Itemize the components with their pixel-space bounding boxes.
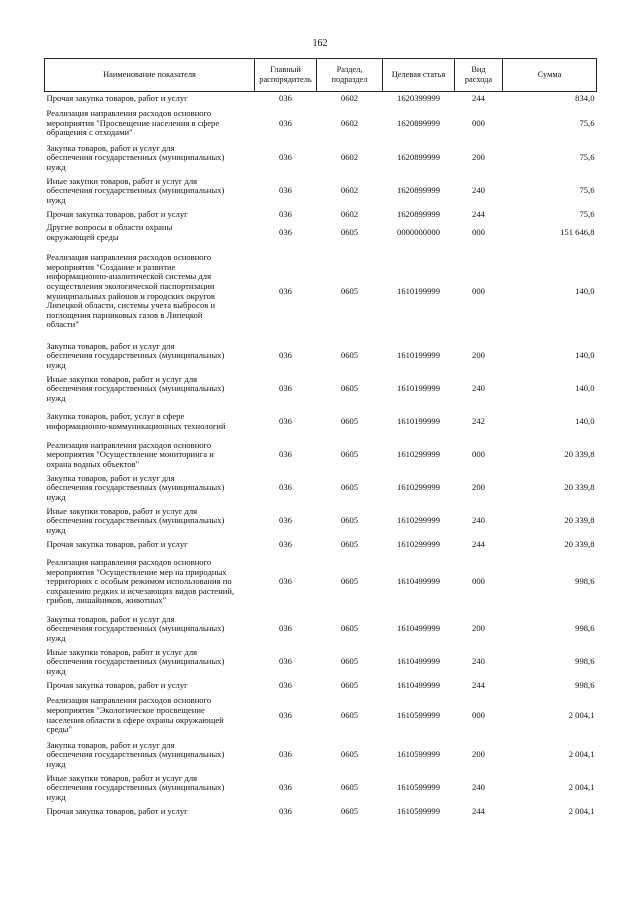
cell-rz: 0605 bbox=[340, 350, 359, 361]
cell-gl: 036 bbox=[279, 805, 292, 816]
cell-ts: 1610499999 bbox=[397, 576, 440, 587]
cell-sum: 834,0 bbox=[575, 92, 595, 103]
cell-ts: 1620399999 bbox=[397, 92, 440, 103]
cell-ts: 1610199999 bbox=[397, 383, 440, 394]
cell-sum: 20 339,8 bbox=[564, 538, 595, 549]
cell-gl: 036 bbox=[279, 152, 292, 163]
table-row bbox=[45, 340, 597, 373]
table-row bbox=[45, 406, 597, 439]
table-row bbox=[45, 739, 597, 772]
cell-rz: 0605 bbox=[340, 515, 359, 526]
cell-vr: 200 bbox=[472, 152, 485, 163]
cell-rz: 0605 bbox=[340, 538, 359, 549]
cell-gl: 036 bbox=[279, 117, 292, 128]
cell-name: Закупка товаров, работ и услуг для обеспечения государственных (муниципальных) нужд bbox=[46, 472, 225, 502]
cell-rz: 0605 bbox=[340, 383, 359, 394]
table-row bbox=[45, 244, 597, 340]
cell-rz: 0605 bbox=[340, 285, 359, 296]
table-row bbox=[45, 208, 597, 222]
page-number: 162 bbox=[312, 38, 328, 49]
table-header-row bbox=[45, 59, 597, 92]
cell-vr: 000 bbox=[472, 576, 485, 587]
cell-ts: 1610499999 bbox=[397, 623, 440, 634]
cell-gl: 036 bbox=[279, 208, 292, 219]
cell-sum: 20 339,8 bbox=[564, 515, 595, 526]
table-row bbox=[45, 538, 597, 552]
cell-sum: 75,6 bbox=[579, 208, 595, 219]
cell-name: Иные закупки товаров, работ и услуг для обеспечения государственных (муниципальных) нужд bbox=[46, 373, 225, 403]
cell-rz: 0602 bbox=[340, 92, 359, 103]
table-row bbox=[45, 772, 597, 805]
cell-gl: 036 bbox=[279, 623, 292, 634]
budget-table bbox=[44, 58, 597, 819]
cell-sum: 20 339,8 bbox=[564, 449, 595, 460]
cell-ts: 1610199999 bbox=[397, 416, 440, 427]
cell-gl: 036 bbox=[279, 538, 292, 549]
cell-rz: 0602 bbox=[340, 185, 359, 196]
cell-name: Реализация направления расходов основного мероприятия "Создание и развитие информационно-аналитической системы для осуществления экологической паспортизации муниципальных районов и городских округов Липецкой области, системы учета выбросов и поглощения парниковых газов в Липецкой области" bbox=[46, 252, 216, 330]
cell-sum: 140,0 bbox=[575, 285, 595, 296]
cell-rz: 0605 bbox=[340, 709, 359, 720]
cell-sum: 140,0 bbox=[575, 416, 595, 427]
cell-gl: 036 bbox=[279, 656, 292, 667]
table-row bbox=[45, 552, 597, 613]
cell-gl: 036 bbox=[279, 709, 292, 720]
cell-rz: 0605 bbox=[340, 482, 359, 493]
cell-name: Прочая закупка товаров, работ и услуг bbox=[46, 679, 188, 690]
cell-rz: 0605 bbox=[340, 749, 359, 760]
cell-ts: 1610499999 bbox=[397, 679, 440, 690]
header-target: Целевая статья bbox=[383, 59, 455, 92]
cell-gl: 036 bbox=[279, 383, 292, 394]
table-row bbox=[45, 679, 597, 693]
cell-sum: 140,0 bbox=[575, 383, 595, 394]
cell-sum: 151 646,8 bbox=[560, 226, 595, 237]
cell-rz: 0605 bbox=[340, 226, 359, 237]
cell-vr: 000 bbox=[472, 709, 485, 720]
cell-rz: 0605 bbox=[340, 416, 359, 427]
cell-ts: 1620899999 bbox=[397, 152, 440, 163]
cell-vr: 244 bbox=[472, 679, 485, 690]
cell-vr: 200 bbox=[472, 623, 485, 634]
cell-ts: 1610299999 bbox=[397, 515, 440, 526]
cell-ts: 1610599999 bbox=[397, 749, 440, 760]
cell-name: Прочая закупка товаров, работ и услуг bbox=[46, 805, 188, 816]
cell-ts: 1620899999 bbox=[397, 117, 440, 128]
cell-vr: 242 bbox=[472, 416, 485, 427]
cell-rz: 0602 bbox=[340, 152, 359, 163]
cell-ts: 1610199999 bbox=[397, 350, 440, 361]
cell-gl: 036 bbox=[279, 679, 292, 690]
cell-name: Прочая закупка товаров, работ и услуг bbox=[46, 208, 188, 219]
table-row bbox=[45, 439, 597, 472]
cell-vr: 240 bbox=[472, 383, 485, 394]
cell-name: Закупка товаров, работ и услуг для обеспечения государственных (муниципальных) нужд bbox=[46, 340, 225, 370]
cell-name: Иные закупки товаров, работ и услуг для обеспечения государственных (муниципальных) нужд bbox=[46, 646, 225, 676]
table-row bbox=[45, 106, 597, 142]
cell-name: Закупка товаров, работ и услуг для обеспечения государственных (муниципальных) нужд bbox=[46, 142, 225, 172]
cell-vr: 240 bbox=[472, 185, 485, 196]
cell-ts: 1610299999 bbox=[397, 449, 440, 460]
cell-sum: 2 004,1 bbox=[568, 709, 595, 720]
cell-gl: 036 bbox=[279, 226, 292, 237]
cell-vr: 244 bbox=[472, 208, 485, 219]
cell-name: Закупка товаров, работ, услуг в сфере информационно-коммуникационных технологий bbox=[46, 411, 226, 431]
cell-vr: 244 bbox=[472, 538, 485, 549]
table-row bbox=[45, 92, 597, 106]
cell-sum: 75,6 bbox=[579, 152, 595, 163]
cell-sum: 2 004,1 bbox=[568, 805, 595, 816]
header-main-manager: Главный распорядитель bbox=[255, 59, 317, 92]
cell-vr: 000 bbox=[472, 226, 485, 237]
cell-sum: 75,6 bbox=[579, 117, 595, 128]
cell-sum: 75,6 bbox=[579, 185, 595, 196]
cell-ts: 0000000000 bbox=[397, 226, 440, 237]
cell-gl: 036 bbox=[279, 92, 292, 103]
cell-rz: 0605 bbox=[340, 576, 359, 587]
cell-ts: 1610299999 bbox=[397, 538, 440, 549]
cell-gl: 036 bbox=[279, 416, 292, 427]
cell-name: Иные закупки товаров, работ и услуг для обеспечения государственных (муниципальных) нужд bbox=[46, 772, 225, 802]
cell-sum: 20 339,8 bbox=[564, 482, 595, 493]
cell-name: Закупка товаров, работ и услуг для обеспечения государственных (муниципальных) нужд bbox=[46, 739, 225, 769]
cell-vr: 240 bbox=[472, 515, 485, 526]
cell-vr: 244 bbox=[472, 805, 485, 816]
table-row bbox=[45, 646, 597, 679]
cell-name: Закупка товаров, работ и услуг для обеспечения государственных (муниципальных) нужд bbox=[46, 613, 225, 643]
cell-vr: 000 bbox=[472, 449, 485, 460]
table-row bbox=[45, 373, 597, 406]
cell-name: Другие вопросы в области охраны окружающей среды bbox=[46, 221, 173, 242]
cell-sum: 2 004,1 bbox=[568, 749, 595, 760]
cell-name: Реализация направления расходов основного мероприятия "Просвещение населения в сфере обращения с отходами" bbox=[46, 108, 220, 138]
table-row bbox=[45, 175, 597, 208]
cell-name: Иные закупки товаров, работ и услуг для обеспечения государственных (муниципальных) нужд bbox=[46, 175, 225, 205]
cell-name: Прочая закупка товаров, работ и услуг bbox=[46, 92, 188, 103]
cell-ts: 1620899999 bbox=[397, 208, 440, 219]
cell-rz: 0605 bbox=[340, 782, 359, 793]
cell-vr: 244 bbox=[472, 92, 485, 103]
cell-rz: 0605 bbox=[340, 449, 359, 460]
cell-gl: 036 bbox=[279, 350, 292, 361]
cell-sum: 2 004,1 bbox=[568, 782, 595, 793]
cell-name: Реализация направления расходов основного мероприятия "Осуществление мониторинга и охрана водных объектов" bbox=[46, 439, 214, 469]
cell-ts: 1610599999 bbox=[397, 805, 440, 816]
cell-ts: 1610199999 bbox=[397, 285, 440, 296]
header-name: Наименование показателя bbox=[45, 59, 255, 92]
cell-rz: 0605 bbox=[340, 656, 359, 667]
cell-gl: 036 bbox=[279, 185, 292, 196]
cell-name: Прочая закупка товаров, работ и услуг bbox=[46, 538, 188, 549]
cell-rz: 0605 bbox=[340, 623, 359, 634]
table-row bbox=[45, 613, 597, 646]
cell-gl: 036 bbox=[279, 749, 292, 760]
table-row bbox=[45, 805, 597, 819]
header-section: Раздел, подраздел bbox=[317, 59, 383, 92]
cell-vr: 000 bbox=[472, 285, 485, 296]
cell-ts: 1610599999 bbox=[397, 782, 440, 793]
cell-name: Реализация направления расходов основного мероприятия "Экологическое просвещение населения области в сфере охраны окружающей среды" bbox=[46, 695, 224, 735]
cell-rz: 0602 bbox=[340, 117, 359, 128]
table-row bbox=[45, 505, 597, 538]
header-sum: Сумма bbox=[503, 59, 597, 92]
cell-vr: 240 bbox=[472, 656, 485, 667]
cell-vr: 200 bbox=[472, 482, 485, 493]
cell-ts: 1610499999 bbox=[397, 656, 440, 667]
cell-sum: 140,0 bbox=[575, 350, 595, 361]
cell-sum: 998,6 bbox=[575, 623, 595, 634]
cell-rz: 0605 bbox=[340, 805, 359, 816]
cell-vr: 240 bbox=[472, 782, 485, 793]
table-row bbox=[45, 142, 597, 175]
cell-vr: 200 bbox=[472, 350, 485, 361]
cell-gl: 036 bbox=[279, 782, 292, 793]
cell-name: Реализация направления расходов основного мероприятия "Осуществление мер на природных территориях с особым режимом использования по сохранению редких и исчезающих видов растений, грибов, лишайников, животных" bbox=[46, 556, 235, 606]
table-row bbox=[45, 472, 597, 505]
cell-sum: 998,6 bbox=[575, 576, 595, 587]
table-row bbox=[45, 693, 597, 739]
cell-vr: 000 bbox=[472, 117, 485, 128]
cell-ts: 1620899999 bbox=[397, 185, 440, 196]
cell-name: Иные закупки товаров, работ и услуг для обеспечения государственных (муниципальных) нужд bbox=[46, 505, 225, 535]
cell-vr: 200 bbox=[472, 749, 485, 760]
cell-sum: 998,6 bbox=[575, 679, 595, 690]
cell-gl: 036 bbox=[279, 515, 292, 526]
header-expense-type: Вид расхода bbox=[455, 59, 503, 92]
cell-gl: 036 bbox=[279, 482, 292, 493]
table-row bbox=[45, 222, 597, 244]
cell-sum: 998,6 bbox=[575, 656, 595, 667]
cell-ts: 1610299999 bbox=[397, 482, 440, 493]
cell-gl: 036 bbox=[279, 285, 292, 296]
cell-ts: 1610599999 bbox=[397, 709, 440, 720]
cell-rz: 0605 bbox=[340, 679, 359, 690]
cell-gl: 036 bbox=[279, 576, 292, 587]
cell-gl: 036 bbox=[279, 449, 292, 460]
cell-rz: 0602 bbox=[340, 208, 359, 219]
